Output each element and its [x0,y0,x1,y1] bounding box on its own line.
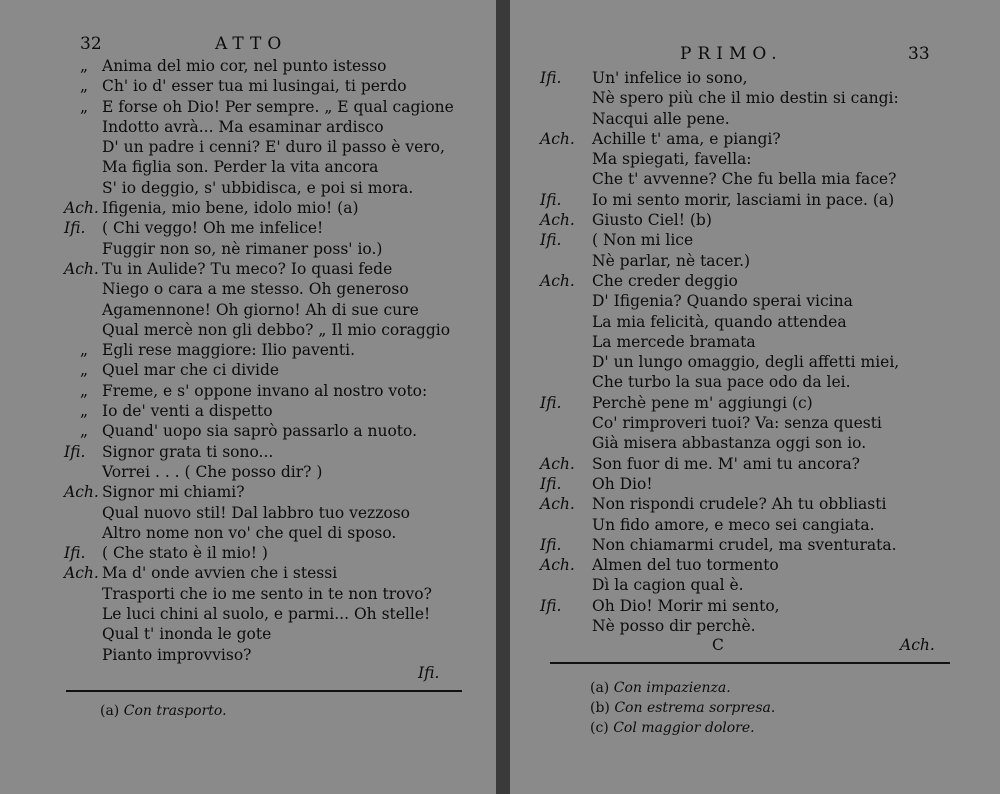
speaker-label: Ach. [540,211,575,230]
line-text: Già misera abbastanza oggi son io. [592,434,867,453]
line-text: Niego o cara a me stesso. Oh generoso [102,280,409,299]
verse-line [64,279,484,299]
verse-line [540,535,990,555]
speaker-label: Ach. [540,495,575,514]
verse-line [64,300,484,320]
speaker-label: Ifi. [540,393,562,412]
verse-line [64,584,484,604]
line-text: Non rispondi crudele? Ah tu obbliasti [592,495,887,514]
line-text: Qual nuovo stil! Dal labbro tuo vezzoso [102,503,410,522]
verse-line [64,198,484,218]
verse-line [64,645,484,665]
footnote [590,678,775,698]
quote-mark: „ [80,361,89,380]
line-text: Che turbo la sua pace odo da lei. [592,373,851,392]
verse-line [64,624,484,644]
footnotes [590,678,775,738]
verse-line [540,616,990,636]
line-text: Quel mar che ci divide [102,361,280,380]
line-text: Un fido amore, e meco sei cangiata. [592,515,875,534]
line-text: Perchè pene m' aggiungi (c) [592,393,813,412]
line-text: S' io deggio, s' ubbidisca, e poi si mora. [102,178,414,197]
quote-mark: „ [80,77,89,96]
speaker-label: Ach. [64,564,99,583]
speaker-label: Ach. [540,556,575,575]
verse-line [540,169,990,189]
footnote-rule [550,662,950,664]
line-text: Dì la cagion qual è. [592,576,744,595]
verse-line [540,251,990,271]
verse-line [64,97,484,117]
line-text: Oh Dio! [592,474,653,493]
speaker-label: Ifi. [64,442,86,461]
verse-line [64,381,484,401]
quote-mark: „ [80,422,89,441]
line-text: D' un lungo omaggio, degli affetti miei, [592,353,900,372]
footnote-text: Col maggior dolore. [613,720,755,736]
verse-line [64,503,484,523]
verse-line [540,596,990,616]
verse-line [540,109,990,129]
verse-line [540,190,990,210]
footnote-text: Con estrema sorpresa. [614,700,776,716]
line-text: ( Chi veggo! Oh me infelice! [102,219,324,238]
verse-line [540,372,990,392]
verse-line [540,332,990,352]
verse-line [64,563,484,583]
line-text: Freme, e s' oppone invano al nostro voto: [102,381,428,400]
verse-line [540,68,990,88]
footnote-rule [66,690,462,692]
line-text: Giusto Ciel! (b) [592,211,712,230]
line-text: Ifigenia, mio bene, idolo mio! (a) [102,199,359,218]
quote-mark: „ [80,57,89,75]
speaker-label: Ifi. [64,544,86,563]
line-text: Nè spero più che il mio destin si cangi: [592,89,899,108]
line-text: La mercede bramata [592,332,756,351]
verse-line [540,433,990,453]
verse-line [64,401,484,421]
verse-line [540,88,990,108]
left-page [0,0,496,794]
footnote-text: Con trasporto. [123,703,227,719]
verse-line [540,413,990,433]
footnote-mark: (b) [590,700,610,716]
verse-text [64,56,484,665]
book-gutter [496,0,510,794]
running-head: ATTO [215,34,288,54]
line-text: Nè parlar, nè tacer.) [592,251,751,270]
speaker-label: Ifi. [540,474,562,493]
footnote-mark: (a) [590,680,610,696]
quote-mark: „ [80,341,89,360]
running-head: PRIMO. [680,44,783,64]
speaker-label: Ach. [540,271,575,290]
line-text: ( Che stato è il mio! ) [102,544,268,563]
footnote [100,701,227,721]
line-text: D' un padre i cenni? E' duro il passo è vero, [102,138,445,157]
line-text: D' Ifigenia? Quando sperai vicina [592,292,853,311]
line-text: Ma spiegati, favella: [592,150,752,169]
line-text: Indotto avrà... Ma esaminar ardisco [102,117,384,136]
line-text: E forse oh Dio! Per sempre. „ E qual cagione [102,97,454,116]
line-text: Che t' avvenne? Che fu bella mia face? [592,170,897,189]
line-text: Tu in Aulide? Tu meco? Io quasi fede [102,259,393,278]
verse-line [64,117,484,137]
speaker-label: Ifi. [540,596,562,615]
footnote-mark: (a) [100,703,120,719]
verse-line [540,575,990,595]
verse-line [540,494,990,514]
verse-line [540,474,990,494]
catchword: Ifi. [418,664,440,682]
verse-line [540,129,990,149]
speaker-label: Ifi. [64,219,86,238]
verse-line [540,454,990,474]
line-text: Pianto improvviso? [102,645,252,664]
footnote [590,698,775,718]
quote-mark: „ [80,402,89,421]
footnote-mark: (c) [590,720,609,736]
verse-line [64,482,484,502]
verse-line [64,543,484,563]
line-text: Ma figlia son. Perder la vita ancora [102,158,379,177]
line-text: Nacqui alle pene. [592,109,730,128]
quote-mark: „ [80,381,89,400]
right-page [510,0,1000,794]
line-text: Signor mi chiami? [102,483,245,502]
line-text: Le luci chini al suolo, e parmi... Oh stelle! [102,605,431,624]
line-text: Un' infelice io sono, [592,69,748,87]
verse-line [540,555,990,575]
line-text: Ch' io d' esser tua mi lusingai, ti perdo [102,77,407,96]
line-text: Achille t' ama, e piangi? [592,129,781,148]
verse-line [540,230,990,250]
verse-line [540,352,990,372]
speaker-label: Ach. [64,483,99,502]
verse-line [64,259,484,279]
quote-mark: „ [80,97,89,116]
speaker-label: Ach. [64,259,99,278]
line-text: Co' rimproveri tuoi? Va: senza questi [592,414,882,433]
line-text: Egli rese maggiore: Ilio paventi. [102,341,356,360]
line-text: Agamennone! Oh giorno! Ah di sue cure [102,300,419,319]
page-number: 33 [908,44,930,64]
verse-line [64,320,484,340]
line-text: Trasporti che io me sento in te non trovo? [102,584,432,603]
line-text: Son fuor di me. M' ami tu ancora? [592,454,860,473]
speaker-label: Ach. [540,129,575,148]
verse-line [64,56,484,76]
line-text: Quand' uopo sia saprò passarlo a nuoto. [102,422,418,441]
verse-line [64,340,484,360]
speaker-label: Ifi. [540,535,562,554]
line-text: Signor grata ti sono... [102,442,274,461]
line-text: Non chiamarmi crudel, ma sventurata. [592,535,897,554]
line-text: Io de' venti a dispetto [102,402,273,421]
verse-line [64,218,484,238]
verse-line [64,462,484,482]
line-text: Nè posso dir perchè. [592,617,756,636]
verse-line [64,442,484,462]
verse-line [540,312,990,332]
line-text: Io mi sento morir, lasciami in pace. (a) [592,190,895,209]
verse-line [540,393,990,413]
verse-line [64,137,484,157]
line-text: La mia felicità, quando attendea [592,312,847,331]
verse-line [540,271,990,291]
line-text: Vorrei . . . ( Che posso dir? ) [102,462,323,481]
catchword: Ach. [900,636,935,654]
verse-line [64,360,484,380]
line-text: Qual mercè non gli debbo? „ Il mio coraggio [102,320,451,339]
verse-line [64,76,484,96]
verse-line [64,157,484,177]
speaker-label: Ach. [64,199,99,218]
speaker-label: Ifi. [540,190,562,209]
verse-line [540,210,990,230]
speaker-label: Ifi. [540,231,562,250]
line-text: Altro nome non vo' che quel di sposo. [102,523,397,542]
footnote [590,718,775,738]
verse-line [64,239,484,259]
line-text: Fuggir non so, nè rimaner poss' io.) [102,239,383,258]
line-text: Almen del tuo tormento [592,556,779,575]
speaker-label: Ach. [540,454,575,473]
line-text: Che creder deggio [592,271,738,290]
line-text: Qual t' inonda le gote [102,625,272,644]
verse-line [540,515,990,535]
footnotes [100,701,227,721]
page-number: 32 [80,34,102,54]
footnote-text: Con impazienza. [613,680,731,696]
line-text: ( Non mi lice [592,231,694,250]
verse-line [64,604,484,624]
verse-line [540,291,990,311]
verse-text [540,68,990,636]
verse-line [540,149,990,169]
verse-line [64,178,484,198]
verse-line [64,421,484,441]
line-text: Ma d' onde avvien che i stessi [102,564,338,583]
signature-mark: C [712,636,724,654]
verse-line [64,523,484,543]
speaker-label: Ifi. [540,69,562,87]
line-text: Anima del mio cor, nel punto istesso [102,57,387,75]
line-text: Oh Dio! Morir mi sento, [592,596,780,615]
